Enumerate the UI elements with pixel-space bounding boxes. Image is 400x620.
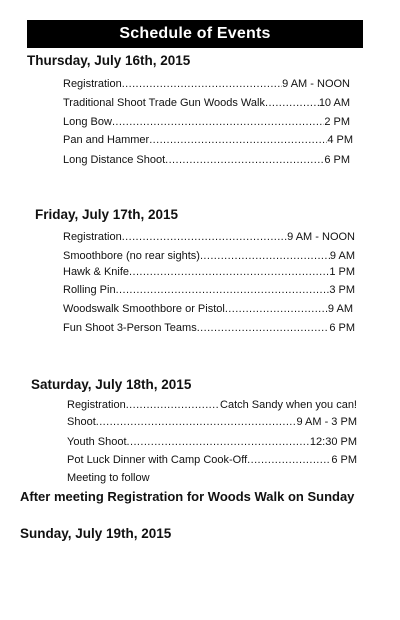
event-label: Traditional Shoot Trade Gun Woods Walk xyxy=(63,97,265,109)
event-time: 2 PM xyxy=(324,116,350,128)
event-time: 6 PM xyxy=(331,454,357,466)
event-time: 6 PM xyxy=(329,322,355,334)
event-label: Rolling Pin xyxy=(63,284,116,296)
event-label: Fun Shoot 3-Person Teams xyxy=(63,322,197,334)
event-row xyxy=(63,283,355,297)
leader-dots xyxy=(225,302,328,316)
event-time: 1 PM xyxy=(329,266,355,278)
event-label: Pot Luck Dinner with Camp Cook-Off xyxy=(67,454,248,466)
event-row xyxy=(67,453,357,467)
leader-dots xyxy=(265,96,319,110)
page-title: Schedule of Events xyxy=(27,20,363,48)
event-row xyxy=(63,265,355,279)
event-row xyxy=(67,398,357,412)
event-time: 12:30 PM xyxy=(309,436,357,448)
event-row xyxy=(63,133,353,147)
event-row xyxy=(63,153,350,167)
event-label: Smoothbore (no rear sights) xyxy=(63,250,200,262)
leader-dots xyxy=(122,77,282,91)
event-time: 9 AM - 3 PM xyxy=(296,416,357,428)
event-label: Registration xyxy=(63,78,122,90)
event-row xyxy=(63,321,355,335)
event-label: Registration xyxy=(67,399,126,411)
event-time: 6 PM xyxy=(324,154,350,166)
event-label: Shoot xyxy=(67,416,96,428)
event-label: Woodswalk Smoothbore or Pistol xyxy=(63,303,225,315)
event-label: Pan and Hammer xyxy=(63,134,150,146)
event-time: 9 AM xyxy=(327,303,353,315)
event-label: Long Bow xyxy=(63,116,112,128)
event-row xyxy=(63,115,350,129)
event-row xyxy=(63,302,353,316)
leader-dots xyxy=(129,265,329,279)
event-time: 9 AM - NOON xyxy=(282,78,350,90)
event-row xyxy=(63,230,355,244)
day-heading-thursday: Thursday, July 16th, 2015 xyxy=(27,53,191,68)
leader-dots xyxy=(247,453,331,467)
event-label: Registration xyxy=(63,231,122,243)
leader-dots xyxy=(197,321,330,335)
event-row xyxy=(63,77,350,91)
leader-dots xyxy=(122,230,287,244)
event-row xyxy=(63,249,355,263)
event-time: 9 AM - NOON xyxy=(287,231,355,243)
event-label: Youth Shoot xyxy=(67,436,127,448)
event-time: 4 PM xyxy=(327,134,353,146)
event-label: Hawk & Knife xyxy=(63,266,130,278)
leader-dots xyxy=(126,398,220,412)
leader-dots xyxy=(200,249,330,263)
event-label: Long Distance Shoot xyxy=(63,154,166,166)
day-heading-saturday: Saturday, July 18th, 2015 xyxy=(31,377,192,392)
event-time: 3 PM xyxy=(329,284,355,296)
leader-dots xyxy=(116,283,330,297)
event-time: 10 AM xyxy=(318,97,350,109)
leader-dots xyxy=(165,153,324,167)
event-row xyxy=(63,96,350,110)
registration-note: After meeting Registration for Woods Walk on Sunday xyxy=(20,489,355,504)
day-heading-friday: Friday, July 17th, 2015 xyxy=(35,207,179,222)
event-time: 9 AM xyxy=(329,250,355,262)
leader-dots xyxy=(96,415,297,429)
leader-dots xyxy=(149,133,327,147)
event-row xyxy=(67,415,357,429)
event-time: Catch Sandy when you can! xyxy=(220,399,357,411)
day-heading-sunday: Sunday, July 19th, 2015 xyxy=(20,526,172,541)
leader-dots xyxy=(127,435,310,449)
event-row xyxy=(67,435,357,449)
leader-dots xyxy=(112,115,324,129)
meeting-note: Meeting to follow xyxy=(67,472,150,484)
